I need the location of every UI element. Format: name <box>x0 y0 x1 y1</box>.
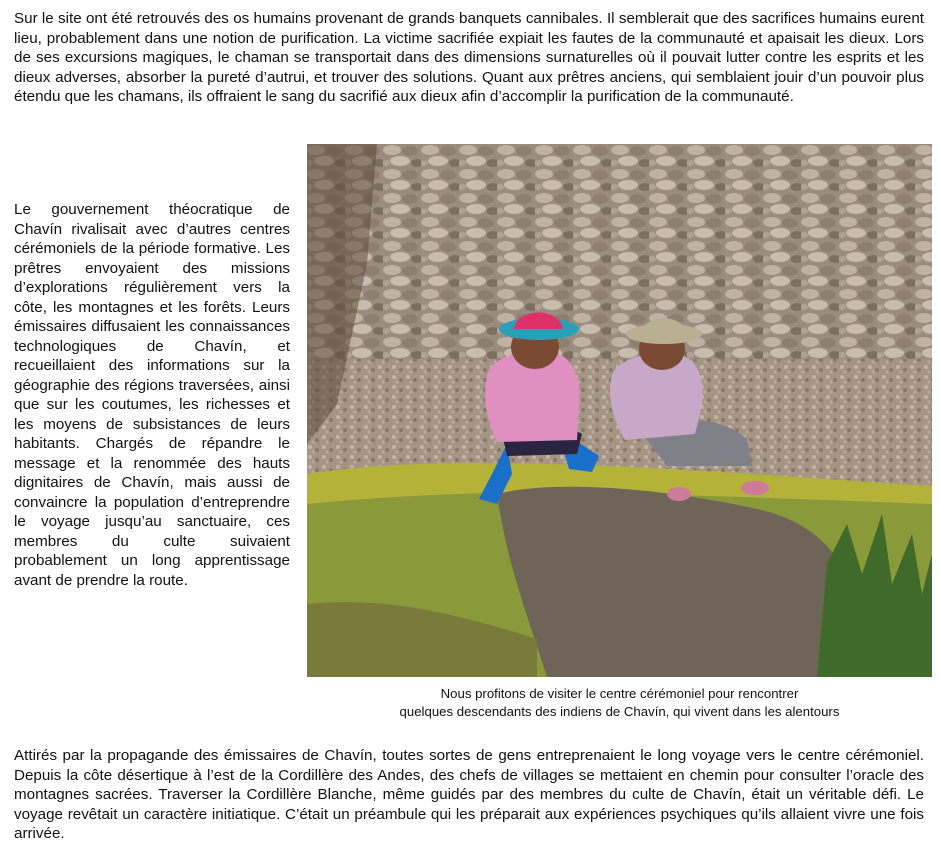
caption-line-2: quelques descendants des indiens de Chavín, qui vivent dans les alentours <box>399 703 840 719</box>
caption-line-1: Nous profitons de visiter le centre cérémoniel pour rencontrer <box>440 686 799 701</box>
closing-paragraph: Attirés par la propagande des émissaires de Chavín, toutes sortes de gens entreprenaient le long voyage vers le centre cérémoniel. Depuis la côte désertique à l’est de la Cordillère des Andes, des chefs de villages se mettaient en chemin pour consulter l’oracle des montagnes sacrées. Traverser la Cordillère Blanche, même guidés par des membres du culte de Chavín, était un véritable défi. Le voyage revêtait un caractère initiatique. C’était un préambule qui les préparait aux expériences psychiques qu’ils allaient vivre une fois arrivée. <box>14 747 924 842</box>
photo-two-children <box>307 144 932 677</box>
side-paragraph: Le gouvernement théocratique de Chavín rivalisait avec d’autres centres cérémoniels de la période formative. Les prêtres envoyaient des missions d’explorations régulièrement vers la côte, les montagnes et les forêts. Leurs émissaires diffusaient les connaissances technologiques de Chavín, et recueillaient des informations sur la géographie des régions traversées, ainsi que sur les coutumes, les richesses et les moyens de subsistances de leurs habitants. Chargés de répandre le message et la renommée des hauts dignitaires de Chavín, mais aussi de convaincre la population d’entreprendre le voyage jusqu’au sanctuaire, ces membres du culte suivaient probablement un long apprentissage avant de prendre la route. <box>14 201 290 589</box>
photo-caption <box>307 685 932 720</box>
intro-paragraph: Sur le site ont été retrouvés des os humains provenant de grands banquets cannibales. Il semblerait que des sacrifices humains eurent lieu, probablement dans une notion de purification. La victime sacrifiée expiait les fautes de la communauté et apaisait les dieux. Lors de ses excursions magiques, le chaman se transportait dans des dimensions surnaturelles où il pouvait lutter contre les esprits et les dieux adverses, absorber la pureté d’autrui, et trouver des solutions. Quant aux prêtres anciens, qui semblaient jouir d’un pouvoir plus étendu que les chamans, ils offraient le sang du sacrifié aux dieux afin d’accomplir la purification de la communauté. <box>14 10 924 105</box>
stone-wall-texture <box>307 144 932 359</box>
